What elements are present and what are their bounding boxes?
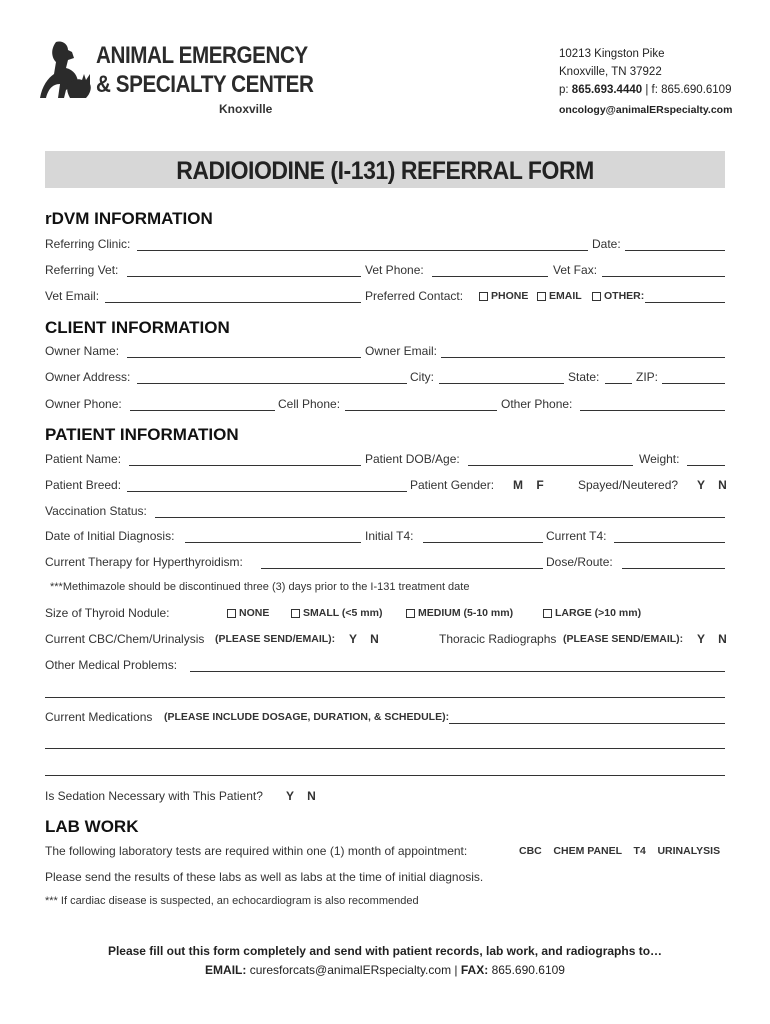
section-rdvm-heading: rDVM INFORMATION <box>45 209 213 228</box>
meds-note: (PLEASE INCLUDE DOSAGE, DURATION, & SCHEDULE): <box>164 711 450 723</box>
vet-phone-field[interactable] <box>432 276 548 277</box>
footer-fax-label: FAX: <box>460 963 489 977</box>
dose-route-label: Dose/Route: <box>546 555 613 569</box>
weight-field[interactable] <box>687 465 725 466</box>
thoracic-please-send: (PLEASE SEND/EMAIL): <box>563 633 684 645</box>
gender-options[interactable]: M F <box>513 478 544 492</box>
lab-required-text: The following laboratory tests are required within one (1) month of appointment: <box>45 844 468 858</box>
weight-label: Weight: <box>639 452 680 466</box>
thoracic-yn-options[interactable]: Y N <box>697 632 727 646</box>
initial-t4-field[interactable] <box>423 542 543 543</box>
row-initial-diagnosis <box>45 529 725 545</box>
row-owner-address <box>45 370 725 386</box>
footer-instruction: Please fill out this form completely and send with patient records, lab work, and radiographs to… <box>107 944 663 958</box>
row-cbc <box>45 632 725 648</box>
owner-email-label: Owner Email: <box>365 344 438 358</box>
phone-prefix: p: <box>559 84 569 96</box>
cbc-please-send: (PLEASE SEND/EMAIL): <box>215 633 336 645</box>
form-title: RADIOIODINE (I-131) REFERRAL FORM <box>176 157 594 185</box>
row-owner-phone <box>45 397 725 413</box>
section-lab-heading: LAB WORK <box>45 817 139 836</box>
contact-email: oncology@animalERspecialty.com <box>559 104 733 116</box>
footer-contact <box>0 963 770 977</box>
vet-fax-field[interactable] <box>602 276 725 277</box>
patient-gender-label: Patient Gender: <box>410 478 495 492</box>
vaccination-field[interactable] <box>155 517 725 518</box>
footer-email[interactable]: curesforcats@animalERspecialty.com <box>249 963 452 977</box>
other-problems-field[interactable] <box>190 671 725 672</box>
row-referring-clinic <box>45 237 725 253</box>
referring-clinic-field[interactable] <box>137 250 588 251</box>
row-lab-required <box>45 844 725 860</box>
vet-phone-label: Vet Phone: <box>365 263 424 277</box>
other-contact-field[interactable] <box>645 302 725 303</box>
spayed-yn-options[interactable]: Y N <box>697 478 727 492</box>
row-sedation <box>45 789 725 805</box>
large-checkbox[interactable] <box>543 609 552 618</box>
other-checkbox[interactable] <box>592 292 601 301</box>
other-problems-line-2[interactable] <box>45 697 725 698</box>
current-meds-field[interactable] <box>449 723 725 724</box>
patient-dob-label: Patient DOB/Age: <box>365 452 460 466</box>
patient-dob-field[interactable] <box>468 465 633 466</box>
dog-cat-logo-icon <box>38 40 94 102</box>
none-checkbox[interactable] <box>227 609 236 618</box>
row-owner-name <box>45 344 725 360</box>
cbc-yn-options[interactable]: Y N <box>349 632 379 646</box>
referring-vet-field[interactable] <box>127 276 361 277</box>
sedation-label: Is Sedation Necessary with This Patient? <box>45 789 263 803</box>
city-label: City: <box>410 370 434 384</box>
row-other-problems <box>45 658 725 674</box>
current-t4-field[interactable] <box>614 542 725 543</box>
row-vet-email <box>45 289 725 305</box>
vet-fax-label: Vet Fax: <box>553 263 598 277</box>
row-vaccination <box>45 504 725 520</box>
owner-email-field[interactable] <box>441 357 725 358</box>
owner-phone-label: Owner Phone: <box>45 397 122 411</box>
size-large-option[interactable]: LARGE (>10 mm) <box>543 607 641 619</box>
state-label: State: <box>568 370 600 384</box>
methimazole-note: ***Methimazole should be discontinued three (3) days prior to the I-131 treatment date <box>50 581 470 593</box>
size-small-option[interactable]: SMALL (<5 mm) <box>291 607 382 619</box>
zip-label: ZIP: <box>636 370 659 384</box>
address-street: 10213 Kingston Pike <box>559 48 665 60</box>
spayed-neutered-label: Spayed/Neutered? <box>578 478 679 492</box>
address-city: Knoxville, TN 37922 <box>559 66 662 78</box>
contact-option-other[interactable]: OTHER: <box>592 290 644 302</box>
row-nodule-size <box>45 606 725 622</box>
dose-route-field[interactable] <box>622 568 725 569</box>
title-bar <box>45 151 725 188</box>
patient-breed-field[interactable] <box>127 491 407 492</box>
current-t4-label: Current T4: <box>546 529 607 543</box>
email-checkbox[interactable] <box>537 292 546 301</box>
meds-line-3[interactable] <box>45 775 725 776</box>
brand-name-line2: & SPECIALTY CENTER <box>96 71 314 98</box>
referring-clinic-label: Referring Clinic: <box>45 237 131 251</box>
owner-address-field[interactable] <box>137 383 407 384</box>
initial-diagnosis-field[interactable] <box>185 542 361 543</box>
thoracic-label: Thoracic Radiographs <box>439 632 557 646</box>
city-field[interactable] <box>439 383 564 384</box>
cbc-label: Current CBC/Chem/Urinalysis <box>45 632 205 646</box>
owner-name-field[interactable] <box>127 357 361 358</box>
brand-name-line1: ANIMAL EMERGENCY <box>96 42 308 69</box>
contact-option-phone[interactable]: PHONE <box>479 290 528 302</box>
meds-line-2[interactable] <box>45 748 725 749</box>
owner-address-label: Owner Address: <box>45 370 131 384</box>
row-patient-breed <box>45 478 725 494</box>
phone-checkbox[interactable] <box>479 292 488 301</box>
footer-email-label: EMAIL: <box>205 963 247 977</box>
nodule-size-label: Size of Thyroid Nodule: <box>45 606 170 620</box>
phone-number: 865.693.4440 <box>571 84 643 96</box>
preferred-contact-label: Preferred Contact: <box>365 289 464 303</box>
vet-email-label: Vet Email: <box>45 289 100 303</box>
owner-phone-field[interactable] <box>130 410 275 411</box>
brand-city: Knoxville <box>219 102 273 116</box>
sedation-yn-options[interactable]: Y N <box>286 789 316 803</box>
row-current-medications <box>45 710 725 726</box>
row-current-therapy <box>45 555 725 571</box>
section-patient-heading: PATIENT INFORMATION <box>45 425 239 444</box>
contact-option-email[interactable]: EMAIL <box>537 290 582 302</box>
lab-send-results: Please send the results of these labs as well as labs at the time of initial diagnosis. <box>45 870 484 884</box>
cell-phone-label: Cell Phone: <box>278 397 341 411</box>
current-meds-label: Current Medications <box>45 710 153 724</box>
cardiac-note: *** If cardiac disease is suspected, an echocardiogram is also recommended <box>45 895 419 907</box>
contact-phone-fax <box>559 84 731 96</box>
other-phone-field[interactable] <box>580 410 725 411</box>
other-phone-label: Other Phone: <box>501 397 573 411</box>
lab-tests-list: CBC CHEM PANEL T4 URINALYSIS <box>519 845 721 857</box>
initial-diagnosis-label: Date of Initial Diagnosis: <box>45 529 175 543</box>
size-none-option[interactable]: NONE <box>227 607 269 619</box>
fax-text: | f: 865.690.6109 <box>645 84 732 96</box>
patient-name-field[interactable] <box>129 465 361 466</box>
state-field[interactable] <box>605 383 632 384</box>
footer-separator: | <box>454 963 458 977</box>
patient-name-label: Patient Name: <box>45 452 122 466</box>
vet-email-field[interactable] <box>105 302 361 303</box>
owner-name-label: Owner Name: <box>45 344 120 358</box>
size-medium-option[interactable]: MEDIUM (5-10 mm) <box>406 607 513 619</box>
date-label: Date: <box>592 237 621 251</box>
initial-t4-label: Initial T4: <box>365 529 414 543</box>
cell-phone-field[interactable] <box>345 410 497 411</box>
other-problems-label: Other Medical Problems: <box>45 658 178 672</box>
vaccination-label: Vaccination Status: <box>45 504 147 518</box>
referring-vet-label: Referring Vet: <box>45 263 119 277</box>
row-referring-vet <box>45 263 725 279</box>
patient-breed-label: Patient Breed: <box>45 478 122 492</box>
zip-field[interactable] <box>662 383 725 384</box>
footer-fax: 865.690.6109 <box>491 963 565 977</box>
row-patient-name <box>45 452 725 468</box>
date-field[interactable] <box>625 250 725 251</box>
current-therapy-field[interactable] <box>261 568 543 569</box>
section-client-heading: CLIENT INFORMATION <box>45 318 230 337</box>
current-therapy-label: Current Therapy for Hyperthyroidism: <box>45 555 243 569</box>
small-checkbox[interactable] <box>291 609 300 618</box>
medium-checkbox[interactable] <box>406 609 415 618</box>
